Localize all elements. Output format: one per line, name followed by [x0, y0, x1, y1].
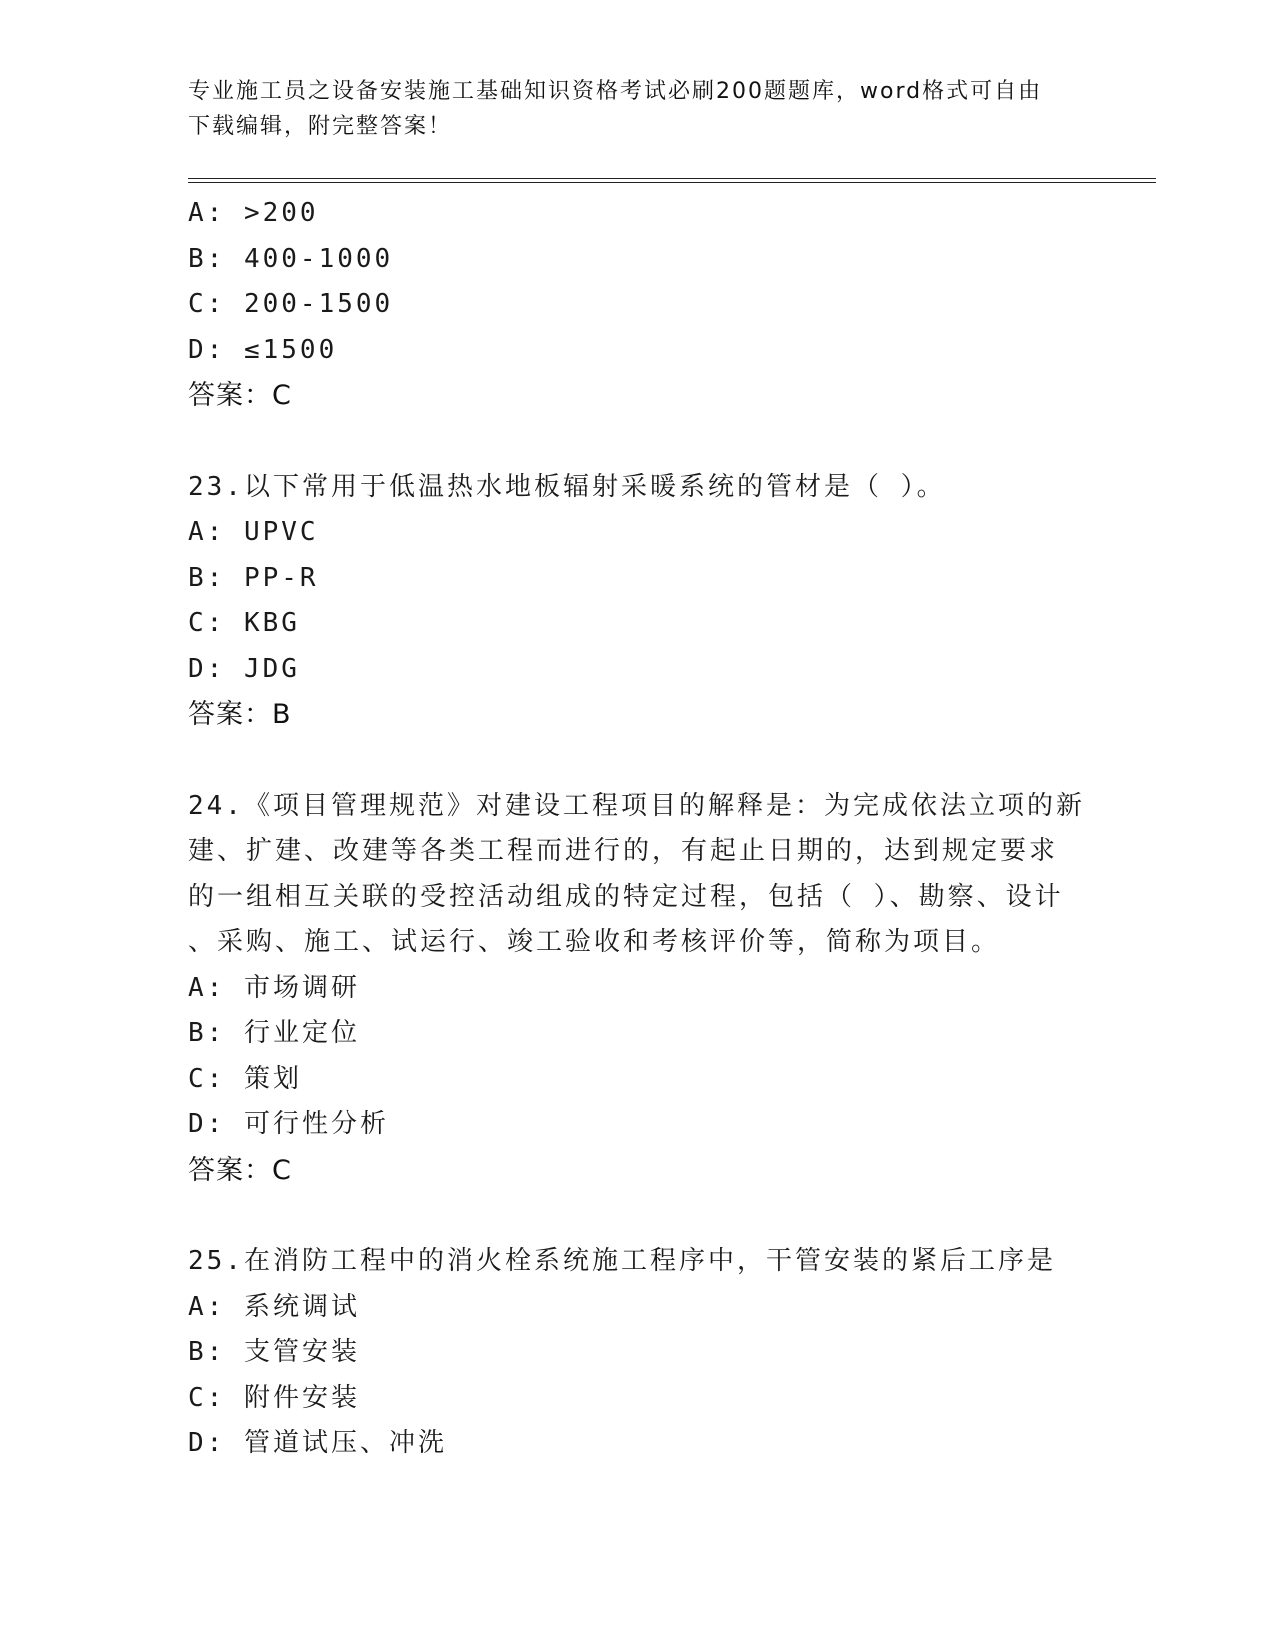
- question-block-23: [188, 465, 1088, 738]
- option-b: B: PP-R: [188, 562, 319, 593]
- option-b: B: 行业定位: [188, 1018, 360, 1048]
- option-a: A: 系统调试: [188, 1291, 360, 1322]
- answer-label: 答案：B: [188, 699, 292, 730]
- question-text: 23.以下常用于低温热水地板辐射采暖系统的管材是（ ）。: [188, 471, 946, 502]
- header-line-1: 专业施工员之设备安装施工基础知识资格考试必刷200题题库，word格式可自由: [188, 79, 1043, 104]
- answer-label: 答案：C: [188, 380, 292, 411]
- option-b: B: 支管安装: [188, 1337, 360, 1367]
- question-text-line-3: 的一组相互关联的受控活动组成的特定过程，包括（ ）、勘察、设计: [188, 881, 1064, 912]
- option-d: D: ≤1500: [188, 334, 338, 365]
- header-line-2: 下载编辑，附完整答案！: [188, 114, 453, 139]
- header-divider: [188, 178, 1156, 183]
- option-d: D: 管道试压、冲洗: [188, 1428, 447, 1458]
- option-a: A: 市场调研: [188, 972, 360, 1003]
- option-d: D: 可行性分析: [188, 1109, 389, 1139]
- question-text-line-4: 、采购、施工、试运行、竣工验收和考核评价等，简称为项目。: [188, 927, 1001, 957]
- option-b: B: 400-1000: [188, 243, 394, 274]
- question-text-line-1: 24.《项目管理规范》对建设工程项目的解释是：为完成依法立项的新: [188, 790, 1085, 821]
- option-c: C: 200-1500: [188, 289, 394, 319]
- option-a: A: UPVC: [188, 517, 319, 547]
- option-c: C: 策划: [188, 1063, 302, 1094]
- question-block-22: [188, 191, 1088, 419]
- spacer: [188, 738, 1088, 784]
- option-a: A: >200: [188, 198, 319, 228]
- question-text: 25.在消防工程中的消火栓系统施工程序中，干管安装的紧后工序是: [188, 1246, 1056, 1276]
- option-d: D: JDG: [188, 653, 300, 684]
- question-list: [188, 191, 1088, 1467]
- question-block-24: [188, 784, 1088, 1194]
- question-text-line-2: 建、扩建、改建等各类工程而进行的，有起止日期的，达到规定要求: [188, 836, 1059, 866]
- option-c: C: 附件安装: [188, 1382, 360, 1413]
- question-block-25: [188, 1239, 1088, 1467]
- spacer: [188, 419, 1088, 465]
- option-c: C: KBG: [188, 608, 300, 638]
- answer-label: 答案：C: [188, 1154, 292, 1186]
- document-header: [188, 74, 1088, 144]
- spacer: [188, 1193, 1088, 1239]
